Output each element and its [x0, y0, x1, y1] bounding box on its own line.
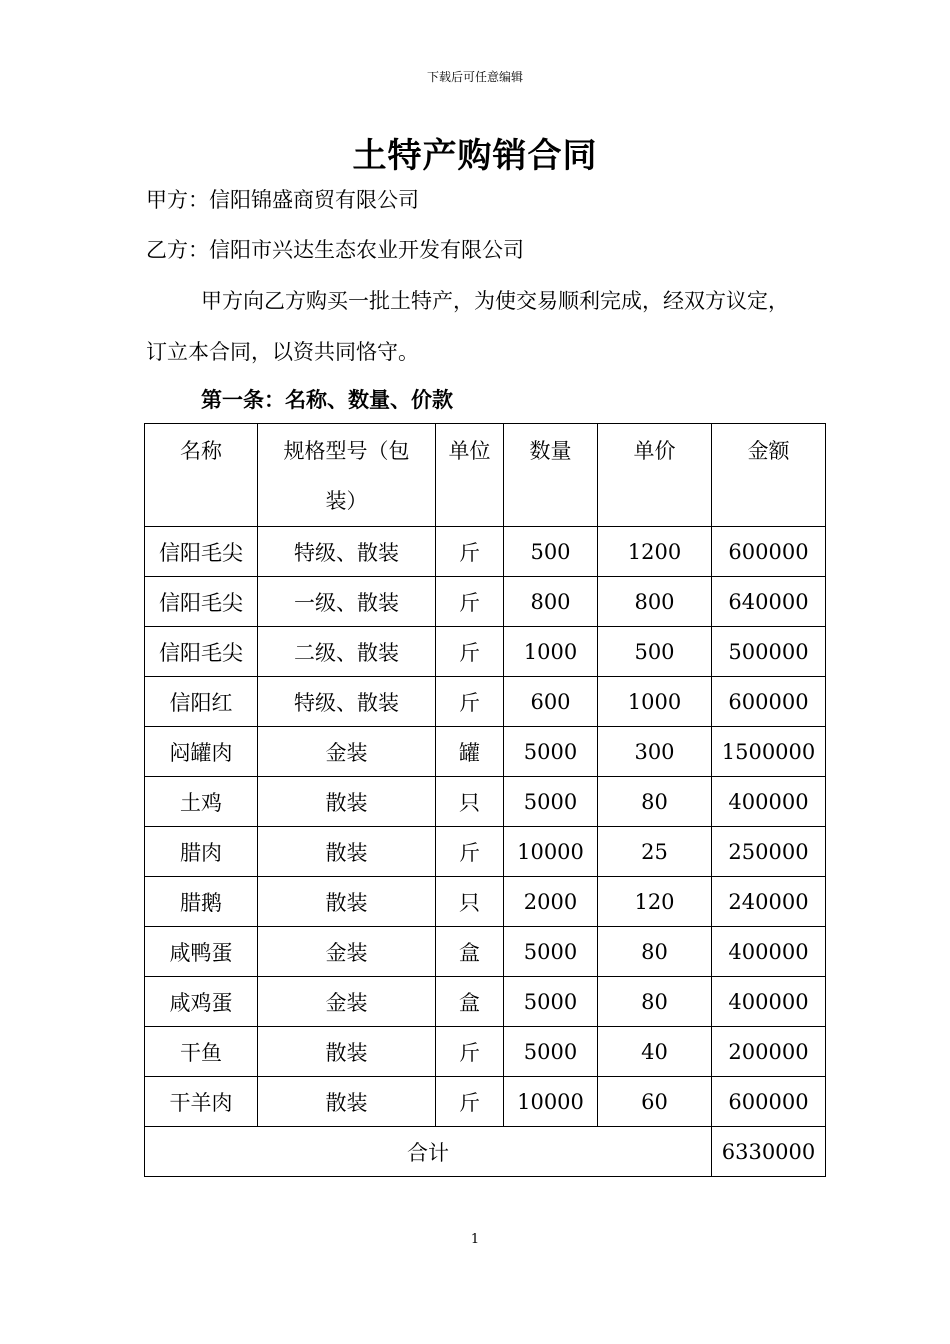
cell-unit-price: 120	[598, 877, 712, 927]
header-cell-quantity: 数量	[504, 424, 598, 527]
cell-amount: 200000	[712, 1027, 826, 1077]
cell-unit: 只	[436, 777, 504, 827]
cell-quantity: 10000	[504, 1077, 598, 1127]
table-row	[145, 927, 826, 977]
cell-unit: 斤	[436, 1077, 504, 1127]
cell-amount: 400000	[712, 927, 826, 977]
party-b: 乙方：信阳市兴达生态农业开发有限公司	[146, 238, 524, 262]
page-number: 1	[470, 1232, 480, 1247]
cell-name: 信阳毛尖	[145, 527, 258, 577]
table-row	[145, 627, 826, 677]
cell-amount: 600000	[712, 527, 826, 577]
table-row	[145, 977, 826, 1027]
cell-amount: 600000	[712, 1077, 826, 1127]
cell-spec: 散装	[258, 1027, 436, 1077]
cell-unit-price: 1200	[598, 527, 712, 577]
cell-name: 咸鸭蛋	[145, 927, 258, 977]
cell-spec: 金装	[258, 977, 436, 1027]
cell-unit-price: 60	[598, 1077, 712, 1127]
table-row	[145, 677, 826, 727]
cell-amount: 600000	[712, 677, 826, 727]
table-row	[145, 727, 826, 777]
cell-unit-price: 1000	[598, 677, 712, 727]
cell-quantity: 5000	[504, 777, 598, 827]
cell-name: 腊鹅	[145, 877, 258, 927]
total-label: 合计	[145, 1127, 712, 1177]
cell-unit-price: 25	[598, 827, 712, 877]
goods-table	[144, 423, 826, 1177]
cell-unit-price: 80	[598, 977, 712, 1027]
cell-unit: 盒	[436, 977, 504, 1027]
cell-quantity: 500	[504, 527, 598, 577]
cell-name: 咸鸡蛋	[145, 977, 258, 1027]
cell-quantity: 5000	[504, 1027, 598, 1077]
cell-name: 信阳毛尖	[145, 577, 258, 627]
cell-quantity: 1000	[504, 627, 598, 677]
table-header-row	[145, 424, 826, 527]
cell-spec: 一级、散装	[258, 577, 436, 627]
cell-spec: 散装	[258, 1077, 436, 1127]
cell-amount: 400000	[712, 977, 826, 1027]
table-row	[145, 1027, 826, 1077]
cell-unit-price: 80	[598, 777, 712, 827]
cell-spec: 金装	[258, 727, 436, 777]
cell-quantity: 600	[504, 677, 598, 727]
cell-name: 信阳红	[145, 677, 258, 727]
cell-name: 信阳毛尖	[145, 627, 258, 677]
header-note: 下载后可任意编辑	[426, 70, 523, 84]
header-cell-unit: 单位	[436, 424, 504, 527]
cell-quantity: 800	[504, 577, 598, 627]
cell-name: 干鱼	[145, 1027, 258, 1077]
table-row	[145, 877, 826, 927]
cell-unit: 罐	[436, 727, 504, 777]
cell-quantity: 5000	[504, 727, 598, 777]
cell-quantity: 5000	[504, 927, 598, 977]
cell-spec: 特级、散装	[258, 527, 436, 577]
cell-quantity: 2000	[504, 877, 598, 927]
total-value: 6330000	[712, 1127, 826, 1177]
cell-unit: 斤	[436, 1027, 504, 1077]
cell-unit-price: 80	[598, 927, 712, 977]
header-cell-spec	[258, 424, 436, 527]
cell-amount: 1500000	[712, 727, 826, 777]
header-cell-amount: 金额	[712, 424, 826, 527]
cell-amount: 400000	[712, 777, 826, 827]
header-cell-name: 名称	[145, 424, 258, 527]
cell-amount: 240000	[712, 877, 826, 927]
header-cell-spec-text: 规格型号（包装）	[283, 439, 410, 513]
cell-spec: 散装	[258, 827, 436, 877]
cell-unit: 斤	[436, 627, 504, 677]
cell-spec: 二级、散装	[258, 627, 436, 677]
intro-paragraph-line-1: 甲方向乙方购买一批土特产，为使交易顺利完成，经双方议定，	[201, 289, 789, 313]
cell-quantity: 5000	[504, 977, 598, 1027]
cell-amount: 500000	[712, 627, 826, 677]
cell-name: 闷罐肉	[145, 727, 258, 777]
cell-unit: 斤	[436, 527, 504, 577]
cell-unit-price: 500	[598, 627, 712, 677]
party-a: 甲方：信阳锦盛商贸有限公司	[146, 188, 419, 212]
intro-paragraph-line-2: 订立本合同，以资共同恪守。	[146, 340, 419, 364]
cell-quantity: 10000	[504, 827, 598, 877]
table-row	[145, 1077, 826, 1127]
table-row	[145, 577, 826, 627]
table-row	[145, 527, 826, 577]
document-title: 土特产购销合同	[352, 136, 598, 176]
cell-spec: 金装	[258, 927, 436, 977]
cell-name: 土鸡	[145, 777, 258, 827]
cell-unit: 盒	[436, 927, 504, 977]
cell-unit: 斤	[436, 577, 504, 627]
header-cell-unit-price: 单价	[598, 424, 712, 527]
cell-name: 干羊肉	[145, 1077, 258, 1127]
cell-name: 腊肉	[145, 827, 258, 877]
cell-spec: 散装	[258, 777, 436, 827]
cell-unit: 斤	[436, 677, 504, 727]
cell-amount: 250000	[712, 827, 826, 877]
section-title: 第一条：名称、数量、价款	[201, 387, 453, 412]
cell-spec: 散装	[258, 877, 436, 927]
cell-unit: 斤	[436, 827, 504, 877]
cell-unit: 只	[436, 877, 504, 927]
cell-unit-price: 40	[598, 1027, 712, 1077]
table-total-row	[145, 1127, 826, 1177]
table-row	[145, 827, 826, 877]
cell-amount: 640000	[712, 577, 826, 627]
cell-unit-price: 800	[598, 577, 712, 627]
cell-unit-price: 300	[598, 727, 712, 777]
cell-spec: 特级、散装	[258, 677, 436, 727]
table-row	[145, 777, 826, 827]
